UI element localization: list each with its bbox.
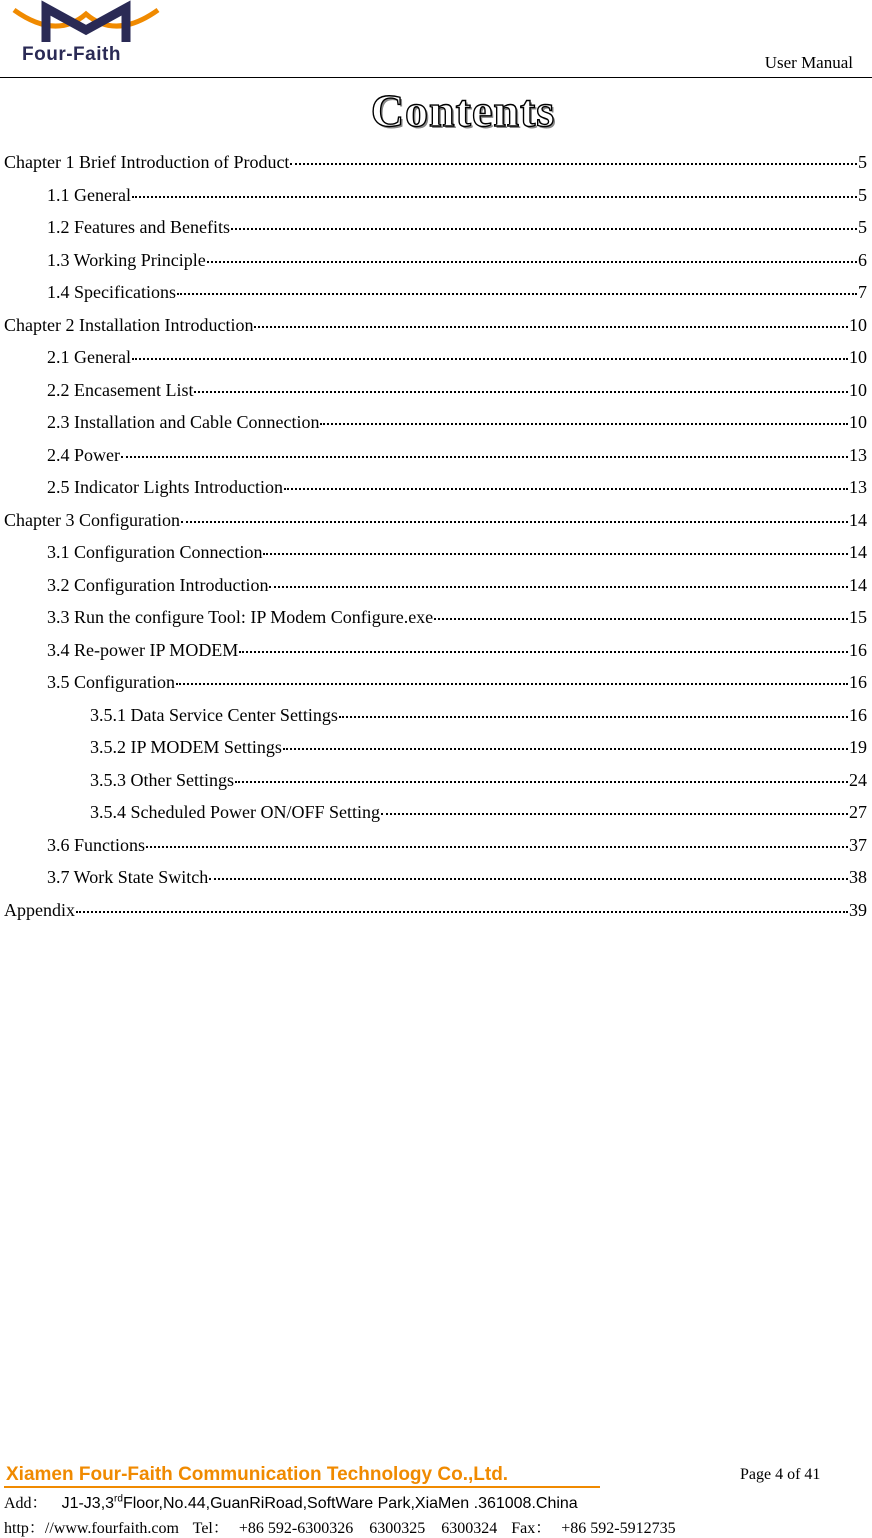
toc-entry[interactable] — [4, 406, 867, 439]
fax-label: Fax： — [511, 1520, 552, 1537]
toc-entry-title: 2.1 General — [47, 347, 131, 367]
toc-entry-page: 13 — [849, 477, 867, 497]
document-type: User Manual — [764, 53, 853, 72]
toc-leader-dots — [235, 781, 848, 783]
toc-entry-title: 3.4 Re-power IP MODEM — [47, 639, 239, 660]
toc-entry[interactable] — [4, 829, 867, 862]
toc-entry-title: 3.5.3 Other Settings — [90, 769, 234, 790]
toc-entry-page: 14 — [849, 542, 867, 562]
toc-entry[interactable] — [4, 341, 867, 374]
toc-entry[interactable] — [4, 699, 867, 732]
toc-leader-dots — [132, 358, 848, 360]
four-faith-logo — [6, 0, 166, 72]
toc-entry-title: 2.5 Indicator Lights Introduction — [47, 477, 283, 497]
logo-mark-icon — [6, 0, 166, 50]
toc-entry-page: 24 — [849, 769, 867, 790]
toc-entry[interactable] — [4, 666, 867, 699]
toc-leader-dots — [76, 911, 848, 913]
header-divider — [0, 77, 872, 78]
toc-leader-dots — [181, 521, 848, 523]
address-sup: rd — [114, 1493, 123, 1505]
toc-leader-dots — [239, 651, 848, 653]
toc-entry-page: 10 — [849, 379, 867, 400]
toc-entry-page: 39 — [849, 899, 867, 920]
toc-entry-title: Appendix — [4, 899, 75, 920]
toc-entry-title: 3.6 Functions — [47, 834, 146, 855]
toc-entry-title: Chapter 3 Configuration — [4, 509, 180, 530]
toc-entry-page: 10 — [849, 314, 867, 335]
toc-leader-dots — [339, 716, 848, 718]
toc-entry-page: 10 — [849, 412, 867, 432]
toc-entry[interactable] — [4, 634, 867, 667]
toc-leader-dots — [254, 326, 848, 328]
contact-line — [4, 1515, 686, 1538]
toc-leader-dots — [207, 261, 857, 263]
toc-entry-title: 3.3 Run the configure Tool: IP Modem Configure.exe — [47, 607, 434, 627]
toc-entry-title: 3.7 Work State Switch — [47, 867, 209, 887]
website: http：//www.fourfaith.com — [4, 1520, 179, 1537]
toc-entry-page: 13 — [849, 444, 867, 465]
toc-entry[interactable] — [4, 894, 867, 927]
toc-entry[interactable] — [4, 504, 867, 537]
toc-leader-dots — [209, 878, 848, 880]
toc-entry-page: 10 — [849, 347, 867, 367]
toc-entry-title: 2.3 Installation and Cable Connection — [47, 412, 320, 432]
toc-entry-page: 5 — [858, 184, 867, 205]
toc-entry[interactable] — [4, 796, 867, 829]
page-number: Page 4 of 41 — [740, 1466, 821, 1483]
toc-entry-page: 16 — [849, 639, 867, 660]
toc-entry-title: 3.1 Configuration Connection — [47, 542, 263, 562]
company-name: Xiamen Four-Faith Communication Technology Co.,Ltd. — [4, 1464, 600, 1488]
toc-leader-dots — [121, 456, 848, 458]
toc-entry-title: 1.3 Working Principle — [47, 249, 206, 270]
toc-entry[interactable] — [4, 276, 867, 309]
toc-entry-page: 16 — [849, 704, 867, 725]
toc-leader-dots — [320, 423, 848, 425]
toc-entry[interactable] — [4, 536, 867, 569]
toc-entry[interactable] — [4, 764, 867, 797]
toc-entry-page: 5 — [858, 152, 867, 172]
page-title: Contents — [370, 85, 556, 136]
toc-leader-dots — [177, 293, 857, 295]
toc-entry[interactable] — [4, 439, 867, 472]
toc-entry[interactable] — [4, 731, 867, 764]
toc-entry-title: 2.2 Encasement List — [47, 379, 194, 400]
toc-entry[interactable] — [4, 244, 867, 277]
tel-label: Tel： — [192, 1520, 229, 1537]
toc-entry-page: 5 — [858, 217, 867, 237]
address-pre: J1-J3,3 — [61, 1495, 115, 1512]
toc-entry[interactable] — [4, 146, 867, 179]
toc-entry[interactable] — [4, 309, 867, 342]
toc-leader-dots — [146, 846, 848, 848]
toc-leader-dots — [132, 196, 857, 198]
toc-entry[interactable] — [4, 569, 867, 602]
toc-leader-dots — [290, 163, 857, 165]
toc-entry-page: 27 — [849, 802, 867, 822]
toc-entry-title: 1.2 Features and Benefits — [47, 217, 230, 237]
toc-entry[interactable] — [4, 211, 867, 244]
toc-entry-title: 1.4 Specifications — [47, 282, 176, 302]
toc-entry-page: 14 — [849, 574, 867, 595]
toc-entry-title: 3.2 Configuration Introduction — [47, 574, 269, 595]
toc-entry-page: 37 — [849, 834, 867, 855]
address-label: Add： — [4, 1495, 48, 1512]
toc-entry[interactable] — [4, 179, 867, 212]
toc-leader-dots — [194, 391, 848, 393]
address-line — [4, 1490, 578, 1513]
toc-entry-page: 19 — [849, 737, 867, 757]
toc-entry-page: 15 — [849, 607, 867, 627]
tel-numbers: +86 592-6300326 6300325 6300324 — [238, 1520, 498, 1537]
toc-entry-title: 1.1 General — [47, 184, 131, 205]
toc-leader-dots — [381, 813, 848, 815]
address-post: Floor,No.44,GuanRiRoad,SoftWare Park,XiaMen .361008.China — [122, 1495, 578, 1512]
toc-leader-dots — [176, 683, 848, 685]
toc-entry-title: Chapter 1 Brief Introduction of Product — [4, 152, 290, 172]
logo-text: Four-Faith — [22, 44, 121, 65]
toc-leader-dots — [284, 488, 848, 490]
toc-entry[interactable] — [4, 471, 867, 504]
toc-entry-title: 3.5.1 Data Service Center Settings — [90, 704, 338, 725]
toc-leader-dots — [434, 618, 848, 620]
toc-entry-title: 3.5.2 IP MODEM Settings — [90, 737, 282, 757]
toc-leader-dots — [263, 553, 848, 555]
toc-entry-title: 3.5 Configuration — [47, 672, 175, 692]
page-header — [0, 0, 872, 80]
toc-entry-page: 6 — [858, 249, 867, 270]
toc-entry-page: 14 — [849, 509, 867, 530]
toc-entry-title: 2.4 Power — [47, 444, 120, 465]
toc-entry-page: 38 — [849, 867, 867, 887]
toc-entry[interactable] — [4, 601, 867, 634]
toc-entry-page: 7 — [858, 282, 867, 302]
toc-entry[interactable] — [4, 861, 867, 894]
toc-leader-dots — [269, 586, 848, 588]
fax-number: +86 592-5912735 — [561, 1520, 676, 1537]
table-of-contents — [4, 146, 867, 926]
page-footer — [0, 1460, 872, 1537]
toc-entry[interactable] — [4, 374, 867, 407]
toc-leader-dots — [231, 228, 857, 230]
toc-entry-title: 3.5.4 Scheduled Power ON/OFF Setting — [90, 802, 380, 822]
toc-entry-title: Chapter 2 Installation Introduction — [4, 314, 254, 335]
toc-leader-dots — [283, 748, 848, 750]
toc-entry-page: 16 — [849, 672, 867, 692]
